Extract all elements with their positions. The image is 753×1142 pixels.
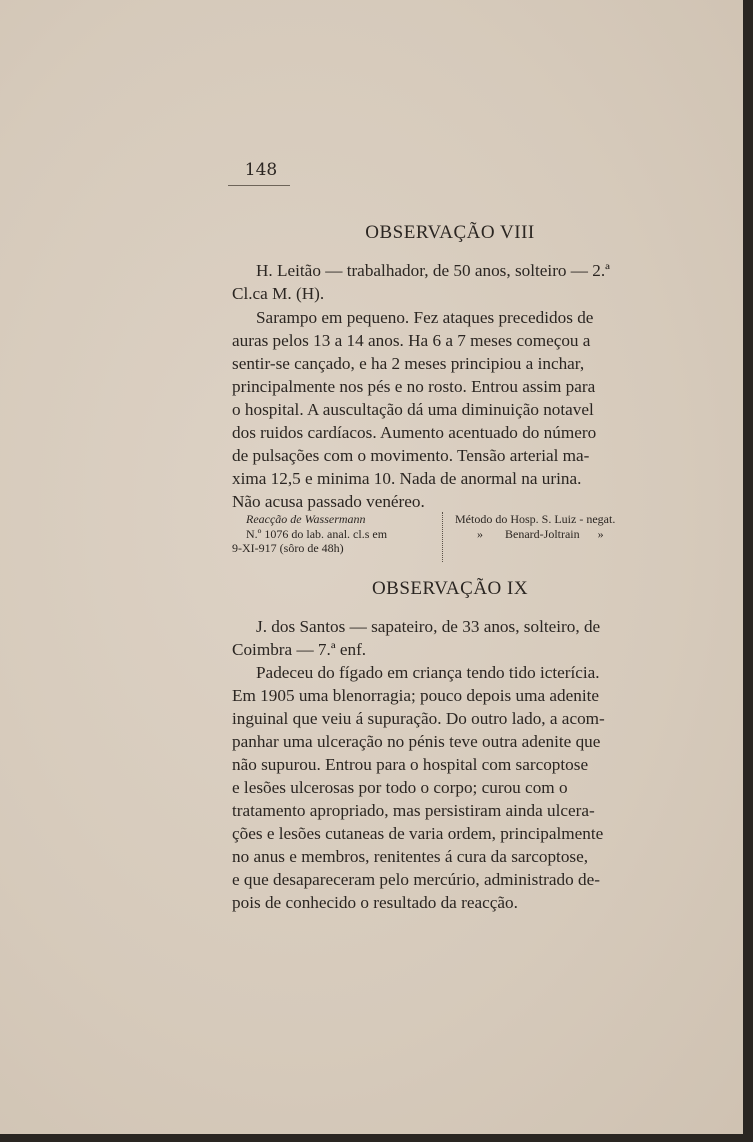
body-line: Sarampo em pequeno. Fez ataques precedidos de [256,308,594,327]
method-s-luiz: Método do Hosp. S. Luiz - negat. [455,512,616,526]
observation-9-heading: OBSERVAÇÃO IX [371,578,529,599]
observation-8-intro-line: Cl.ca M. (H). [232,284,325,303]
ditto-mark: » [477,526,483,541]
body-line: de pulsações com o movimento. Tensão arterial ma- [232,446,590,465]
observation-8-intro [232,259,668,305]
body-line: inguinal que veiu á supuração. Do outro lado, a acom- [232,709,605,728]
body-line: Padeceu do fígado em criança tendo tido icterícia. [256,663,600,682]
body-line: e lesões ulcerosas por todo o corpo; curou com o [232,778,568,797]
wassermann-divider [442,512,443,562]
ditto-mark: » [597,526,604,541]
body-line: não supurou. Entrou para o hospital com sarcoptose [232,755,589,774]
observation-8-body [232,306,668,513]
body-line: dos ruidos cardíacos. Aumento acentuado do número [232,423,597,442]
body-line: sentir-se cançado, e ha 2 meses principiou a inchar, [232,354,585,373]
wassermann-date: 9-XI-917 (sôro de 48h) [232,541,344,555]
observation-8-intro-line: H. Leitão — trabalhador, de 50 anos, solteiro — 2.ª [256,261,610,280]
body-line: auras pelos 13 a 14 anos. Ha 6 a 7 meses começou a [232,331,591,350]
page-number: 148 [244,160,278,180]
wassermann-title: Reacção de Wassermann [246,512,366,526]
observation-8-heading: OBSERVAÇÃO VIII [365,222,535,243]
body-line: no anus e membros, renitentes á cura da sarcoptose, [232,847,589,866]
observation-9-intro-line: J. dos Santos — sapateiro, de 33 anos, solteiro, de [256,617,601,636]
body-line: Não acusa passado venéreo. [232,492,425,511]
method-benard-joltrain [455,527,670,542]
wassermann-reaction-details [232,512,437,556]
method-name: Benard-Joltrain [505,526,580,541]
observation-9-intro [232,615,668,661]
body-line: xima 12,5 e minima 10. Nada de anormal na urina. [232,469,582,488]
wassermann-lab-number: N.º 1076 do lab. anal. cl.s em [246,526,388,541]
body-line: ções e lesões cutaneas de varia ordem, principalmente [232,824,604,843]
body-line: principalmente nos pés e no rosto. Entrou assim para [232,377,596,396]
body-line: tratamento apropriado, mas persistiram ainda ulcera- [232,801,595,820]
body-line: panhar uma ulceração no pénis teve outra adenite que [232,732,601,751]
observation-9-intro-line: Coimbra — 7.ª enf. [232,640,367,659]
page-number-rule [228,185,290,186]
observation-9-body [232,661,668,914]
body-line: e que desapareceram pelo mercúrio, administrado de- [232,870,600,889]
body-line: pois de conhecido o resultado da reacção. [232,893,518,912]
wassermann-methods [455,512,670,541]
body-line: o hospital. A auscultação dá uma diminuição notavel [232,400,594,419]
body-line: Em 1905 uma blenorragia; pouco depois uma adenite [232,686,600,705]
